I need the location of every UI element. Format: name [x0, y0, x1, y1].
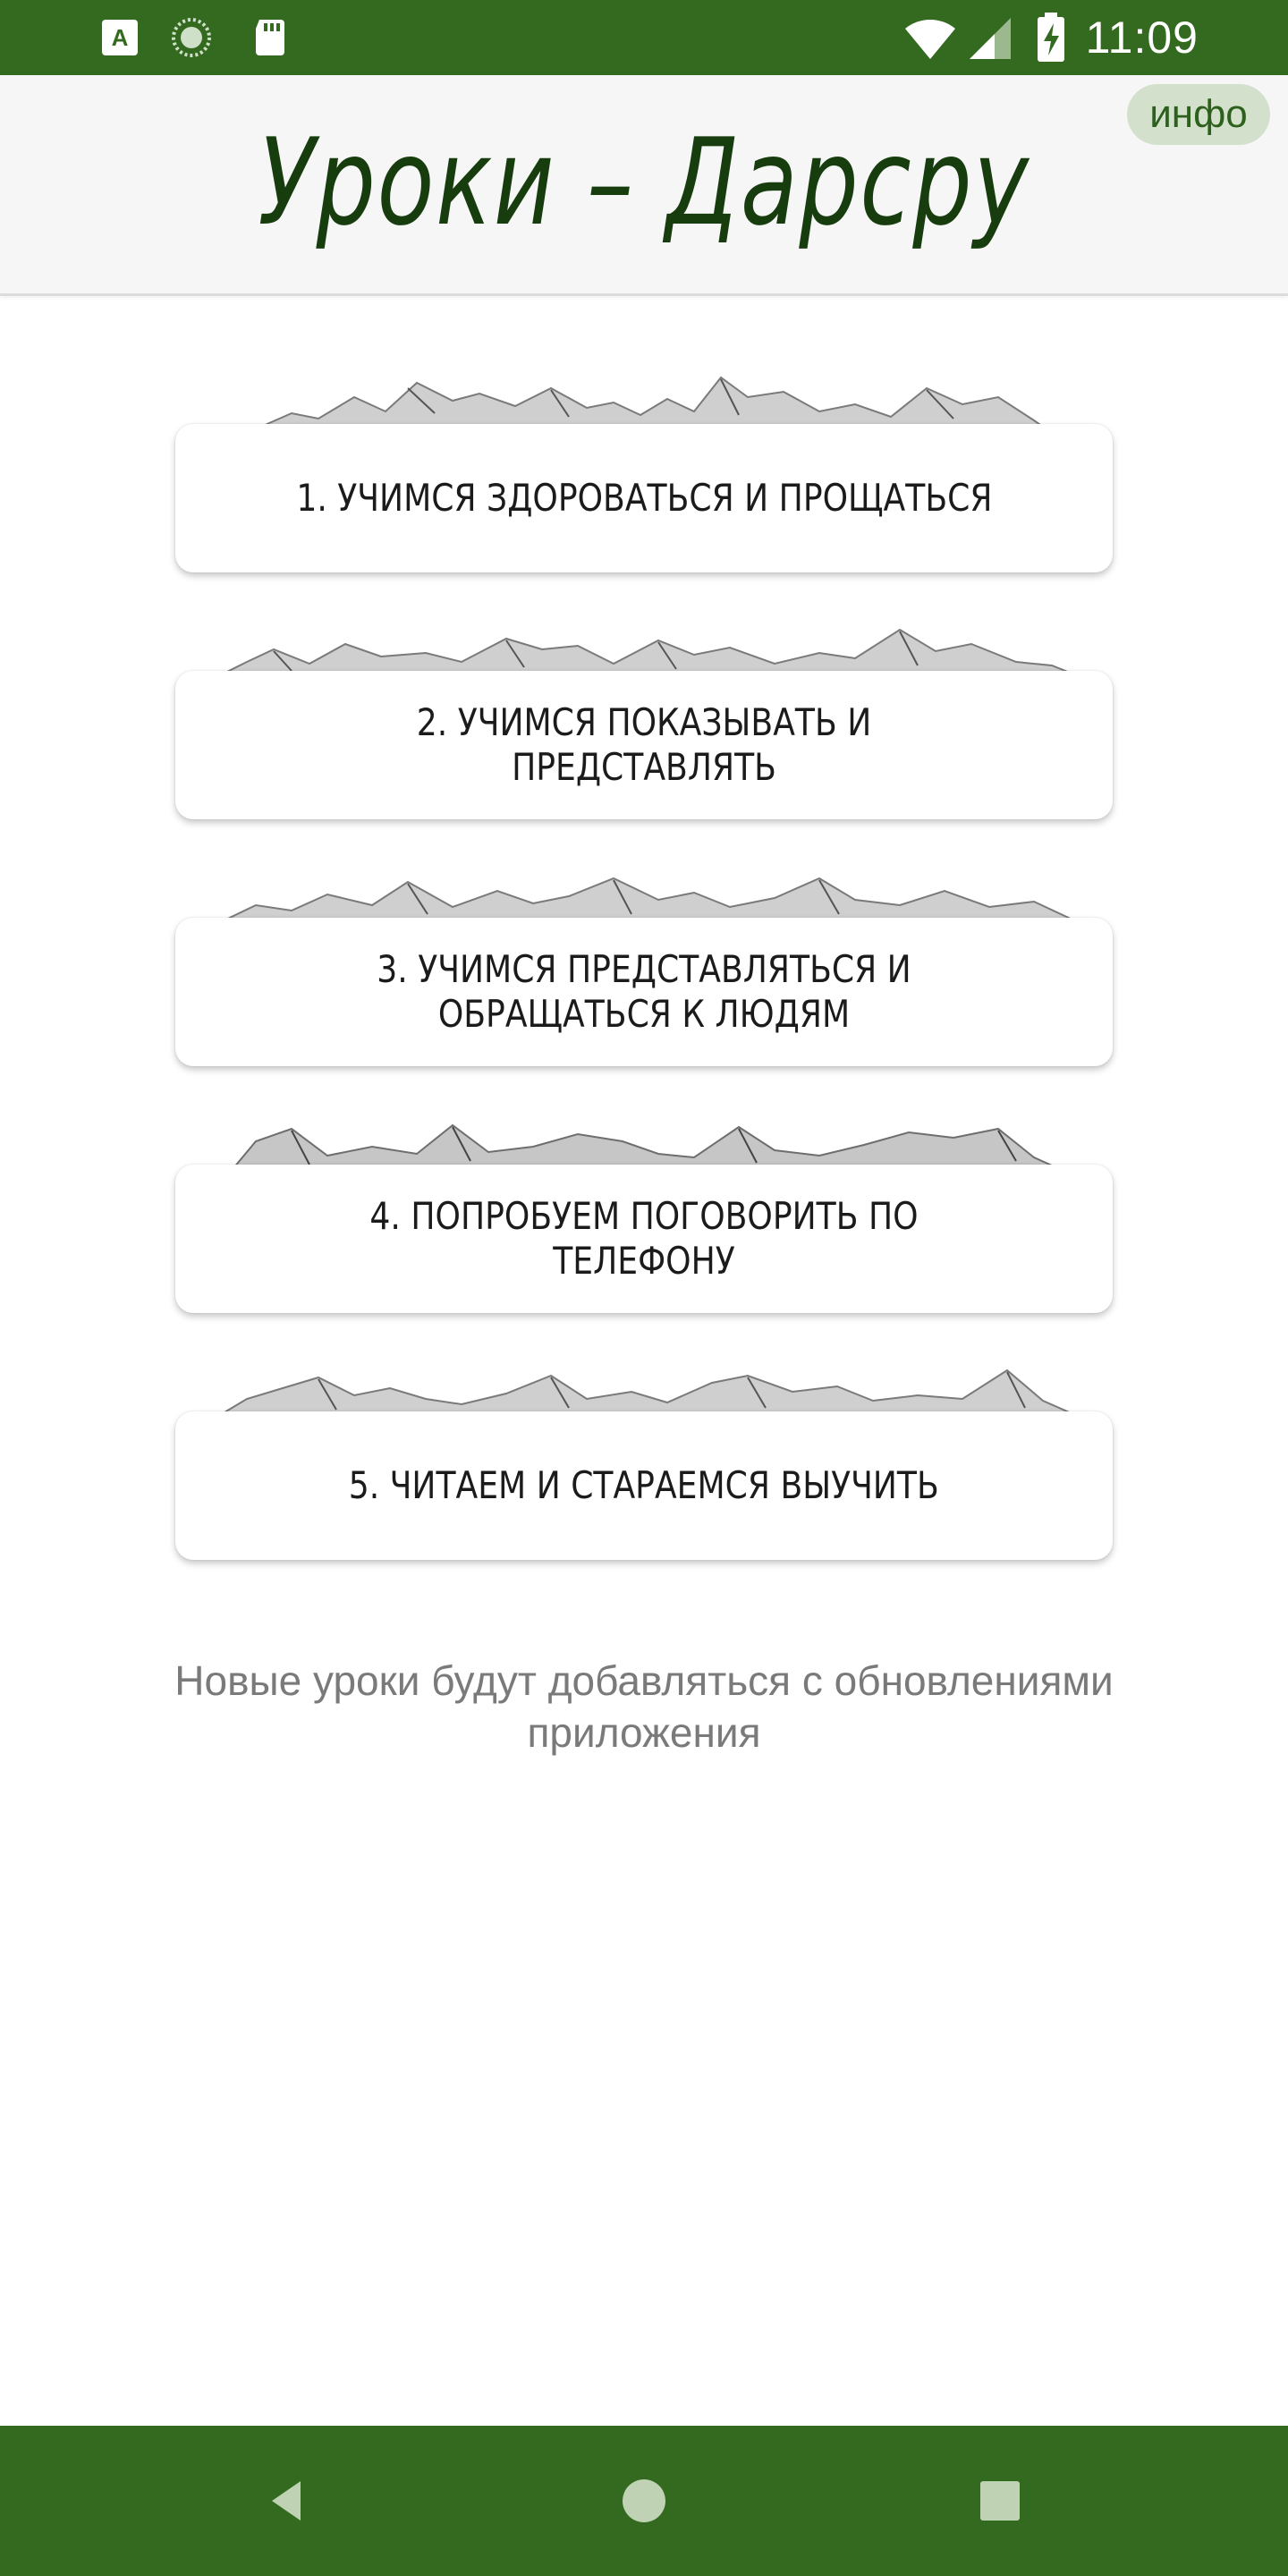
battery-charging-icon — [1036, 13, 1066, 63]
lesson-item — [175, 1165, 1113, 1313]
wifi-icon — [903, 14, 957, 61]
lesson-item — [175, 918, 1113, 1066]
mountains-decoration — [193, 608, 1095, 680]
lesson-item — [175, 424, 1113, 572]
lesson-item — [175, 1411, 1113, 1560]
lesson-label: 3. УЧИМСЯ ПРЕДСТАВЛЯТЬСЯ И ОБРАЩАТЬСЯ К ЛЮДЯМ — [377, 947, 911, 1036]
lesson-button[interactable] — [175, 1411, 1113, 1560]
lesson-button[interactable] — [175, 918, 1113, 1066]
lesson-label: 2. УЧИМСЯ ПОКАЗЫВАТЬ И ПРЕДСТАВЛЯТЬ — [416, 700, 872, 789]
lesson-label: 5. ЧИТАЕМ И СТАРАЕМСЯ ВЫУЧИТЬ — [348, 1463, 940, 1507]
recents-icon[interactable] — [973, 2474, 1027, 2528]
app-bar — [0, 75, 1288, 296]
navigation-bar — [0, 2426, 1288, 2576]
footer-note: Новые уроки будут добавляться с обновлениями приложения — [174, 1657, 1114, 1756]
back-icon[interactable] — [261, 2474, 315, 2528]
sd-card-icon — [249, 16, 292, 59]
mountains-decoration — [193, 855, 1095, 927]
page-title: Уроки – Дарсру — [258, 113, 1030, 252]
home-icon[interactable] — [617, 2474, 671, 2528]
mountains-decoration — [193, 1102, 1095, 1174]
lesson-button[interactable] — [175, 671, 1113, 819]
lesson-label: 4. ПОПРОБУЕМ ПОГОВОРИТЬ ПО ТЕЛЕФОНУ — [369, 1194, 919, 1283]
clock: 11:09 — [1085, 13, 1199, 63]
lesson-button[interactable] — [175, 1165, 1113, 1313]
mountains-decoration — [193, 1349, 1095, 1420]
svg-text:A: A — [111, 24, 129, 51]
status-bar — [0, 0, 1288, 75]
info-button[interactable]: инфо — [1127, 84, 1270, 145]
sync-circle-icon — [170, 16, 213, 59]
mountains-decoration — [193, 361, 1095, 433]
lesson-label: 1. УЧИМСЯ ЗДОРОВАТЬСЯ И ПРОЩАТЬСЯ — [295, 476, 993, 520]
a-keyboard-icon — [98, 16, 141, 59]
signal-icon — [968, 14, 1013, 61]
lesson-item — [175, 671, 1113, 819]
lesson-button[interactable] — [175, 424, 1113, 572]
